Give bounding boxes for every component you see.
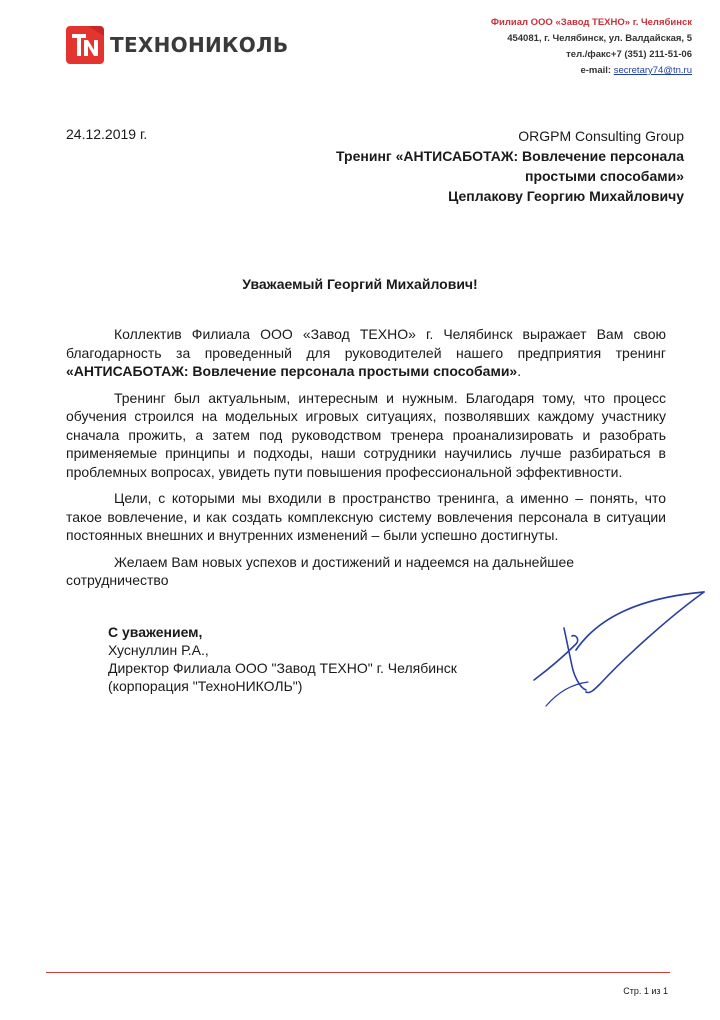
body-paragraph-3: Цели, с которыми мы входили в пространство тренинга, а именно – понять, что такое вовлечение, и как создать комплексную систему вовлечения персонала в ситуации постоянных внешних и внутренних изменений – были успешно достигнуты. [66,490,666,543]
branch-email-line [491,63,692,79]
letter-body [66,325,666,598]
footer-divider [46,972,670,973]
company-logo [66,26,288,64]
letterhead-contacts [491,15,692,79]
handwritten-signature [528,588,708,723]
recipient-person: Цеплакову Георгию Михайловичу [448,188,684,204]
signer-corporation: (корпорация "ТехноНИКОЛЬ") [108,678,303,694]
p1-training-title: «АНТИСАБОТАЖ: Вовлечение персонала простыми способами» [66,363,518,379]
branch-phone: тел./факс+7 (351) 211-51-06 [566,49,692,60]
p1-end: . [517,363,522,379]
tn-logo-icon [66,26,104,64]
salutation: Уважаемый Георгий Михайлович! [242,276,478,292]
page-number: Стр. 1 из 1 [623,986,668,996]
logo-text: ТЕХНОНИКОЛЬ [110,33,289,57]
recipient-org: ORGPM Consulting Group [518,128,684,144]
body-paragraph-1 [66,325,666,381]
body-paragraph-4: Желаем Вам новых успехов и достижений и надеемся на дальнейшее сотрудничество [66,553,575,588]
body-paragraph-2: Тренинг был актуальным, интересным и нужным. Благодаря тому, что процесс обучения строился на модельных игровых ситуациях, позволявших каждому участнику сначала прожить, а затем под руководством тренера проанализировать и разобрать применяемые принципы и подходы, наши сотрудники научились лучше разбираться в проблемных вопросах, увидеть пути повышения профессиональной эффективности. [66,389,666,480]
recipient-training-line2: простыми способами» [525,168,684,184]
recipient-block [336,126,684,206]
signer-position: Директор Филиала ООО "Завод ТЕХНО" г. Челябинск [108,660,457,676]
email-link[interactable]: secretary74@tn.ru [613,65,692,76]
letter-date: 24.12.2019 г. [66,126,148,142]
closing-block [108,623,457,695]
recipient-training-line1: Тренинг «АНТИСАБОТАЖ: Вовлечение персонала [336,148,684,164]
branch-address: 454081, г. Челябинск, ул. Валдайская, 5 [507,33,692,44]
p1-text: Коллектив Филиала ООО «Завод ТЕХНО» г. Челябинск выражает Вам свою благодарность за проведенный для руководителей нашего предприятия тренинг [66,326,666,361]
email-label: e-mail: [580,65,612,76]
regards: С уважением, [108,624,203,640]
branch-name: Филиал ООО «Завод ТЕХНО» г. Челябинск [490,17,692,28]
signer-name: Хуснуллин Р.А., [108,642,209,658]
